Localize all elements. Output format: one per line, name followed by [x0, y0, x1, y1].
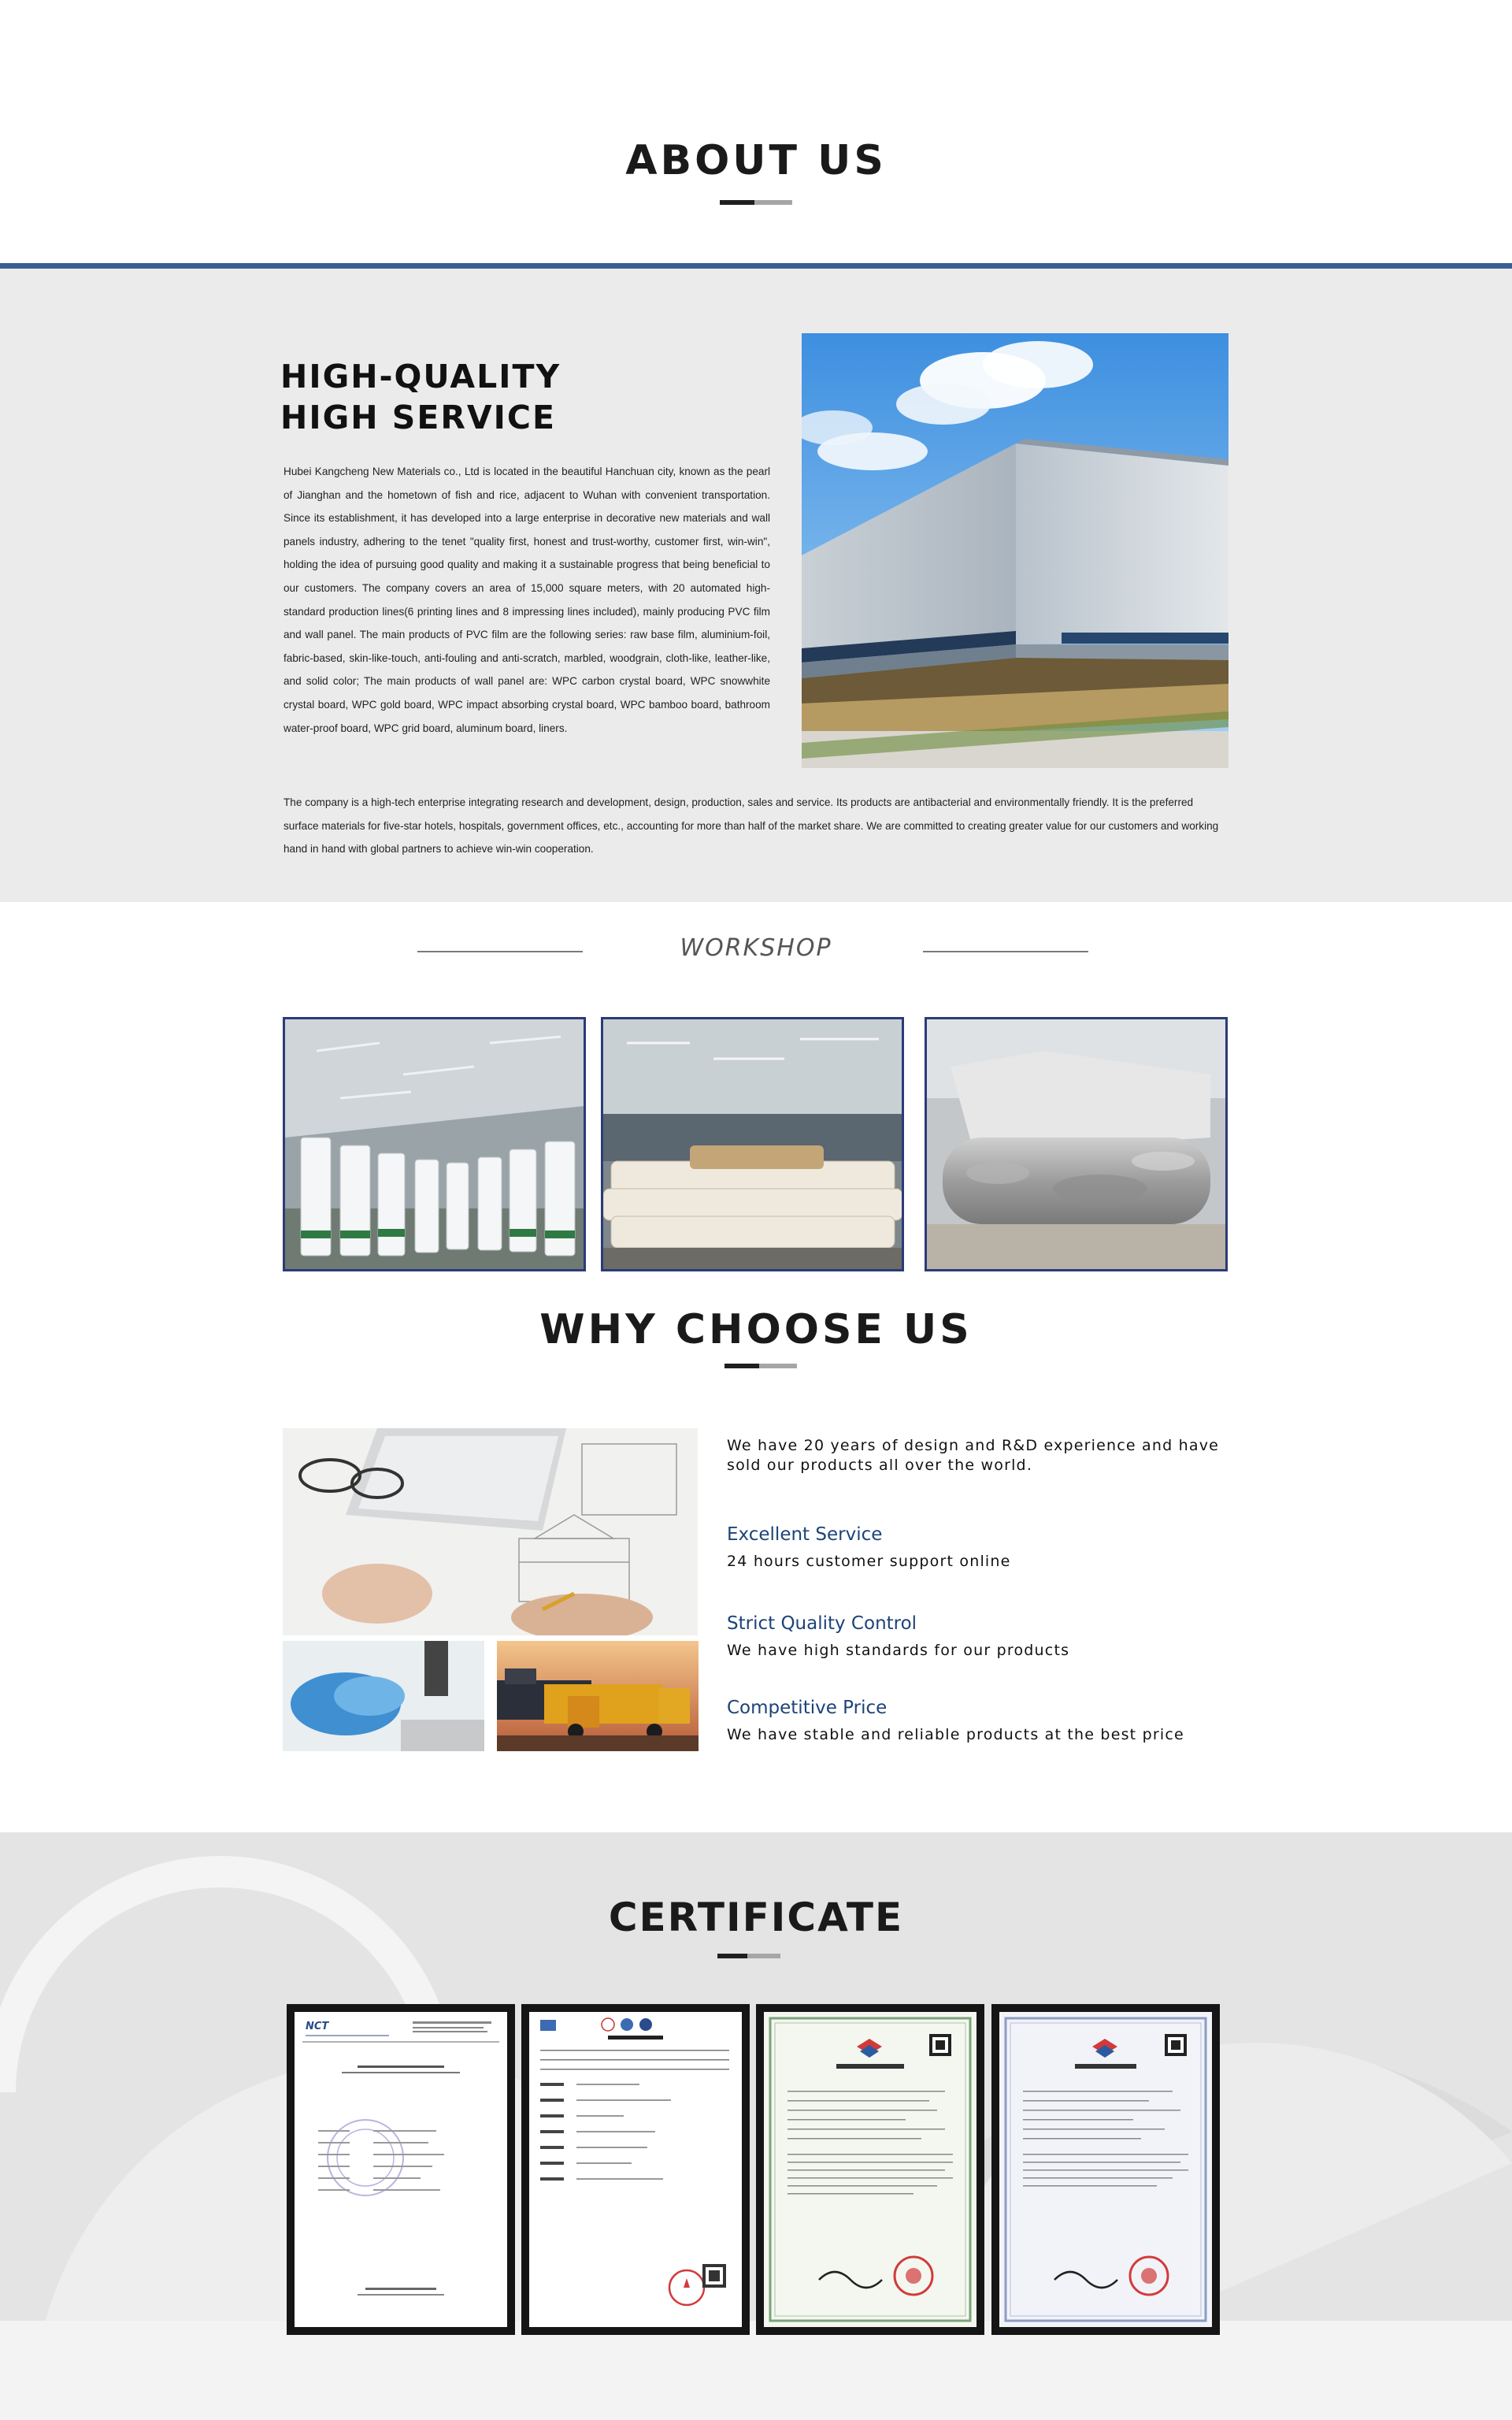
certificate-title: CERTIFICATE	[608, 1895, 904, 1940]
workshop-photo-warehouse	[601, 1017, 904, 1271]
certificate-inspection-report	[521, 2004, 750, 2335]
certificate-transport-report	[287, 2004, 515, 2335]
factory-building-image	[802, 333, 1228, 768]
workshop-photo-rolls	[283, 1017, 586, 1271]
workshop-title: WORKSHOP	[680, 934, 832, 962]
why-title: WHY CHOOSE US	[539, 1306, 973, 1353]
why-photo-design	[283, 1428, 698, 1635]
about-heading-line2: HIGH SERVICE	[280, 399, 556, 436]
about-divider	[0, 263, 1512, 269]
about-title: ABOUT US	[625, 137, 887, 184]
about-paragraph-2: The company is a high-tech enterprise integrating research and development, design, production, sales and service. Its products are antibacterial and environmentally friendly. It is the preferred surface materials for five-star hotels, hospitals, government offices, etc., accounting for more than half of the market share. We are committed to creating greater value for our customers and working hand in hand with global partners to achieve win-win cooperation.	[284, 796, 1219, 855]
svg-text:NCT: NCT	[306, 2021, 329, 2032]
feature-title-quality: Strict Quality Control	[727, 1613, 917, 1634]
why-intro: We have 20 years of design and R&D experience and have sold our products all over the world.	[727, 1437, 1220, 1474]
feature-desc-quality: We have high standards for our products	[727, 1642, 1070, 1659]
workshop-line-right	[923, 951, 1088, 952]
feature-desc-service: 24 hours customer support online	[727, 1553, 1011, 1570]
why-photo-logistics	[497, 1641, 699, 1751]
about-paragraph-1: Hubei Kangcheng New Materials co., Ltd is located in the beautiful Hanchuan city, known as the pearl of Jianghan and the hometown of fish and rice, adjacent to Wuhan with convenient transportation. Since its establishment, it has developed into a large enterprise in decorative new materials and wall panels industry, adhering to the tenet "quality first, honest and trust-worthy, customer first, win-win", holding the idea of pursuing good quality and making it a sustainable progress that being beneficial to our customers. The company covers an area of 15,000 square meters, with 20 automated high-standard production lines(6 printing lines and 8 impressing lines included), mainly producing PVC film and wall panel. The main products of PVC film are the following series: raw base film, aluminium-foil, fabric-based, skin-like-touch, anti-fouling and anti-scratch, marbled, woodgrain, cloth-like, leather-like, and solid color; The main products of wall panel are: WPC carbon crystal board, WPC snowwhite crystal board, WPC gold board, WPC impact absorbing crystal board, WPC bamboo board, bathroom water-proof board, WPC grid board, aluminum board, liners.	[284, 466, 770, 734]
about-heading	[280, 356, 721, 438]
feature-desc-price: We have stable and reliable products at the best price	[727, 1726, 1184, 1743]
why-photo-lab	[283, 1641, 484, 1751]
workshop-photo-film-roll	[925, 1017, 1228, 1271]
feature-title-service: Excellent Service	[727, 1524, 883, 1545]
certificate-utility-patent	[756, 2004, 984, 2335]
about-heading-line1: HIGH-QUALITY	[280, 358, 561, 395]
feature-title-price: Competitive Price	[727, 1698, 888, 1718]
certificate-design-patent	[991, 2004, 1220, 2335]
